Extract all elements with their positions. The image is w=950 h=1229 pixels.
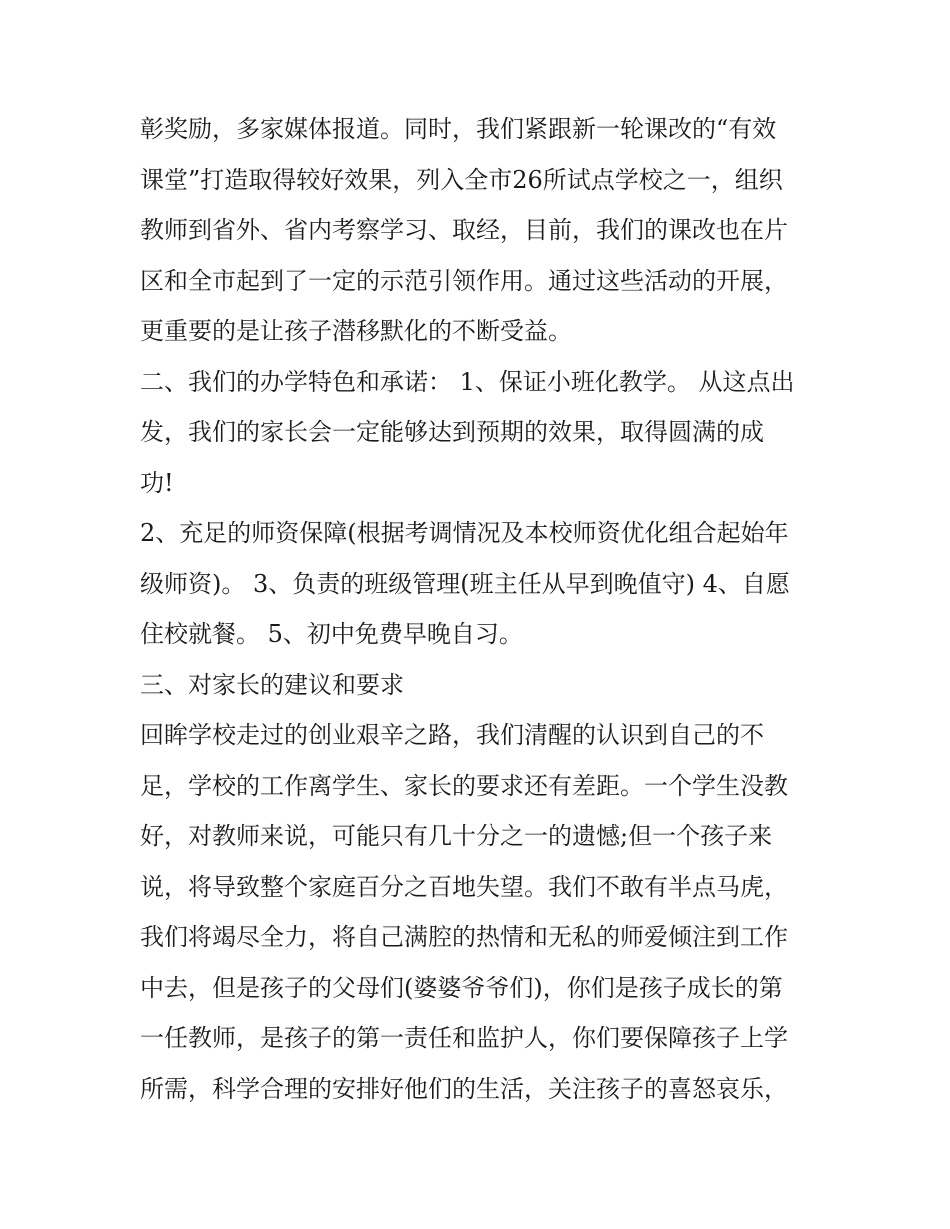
text-line: 2、充足的师资保障(根据考调情况及本校师资优化组合起始年: [140, 519, 789, 547]
text-line: 教师到省外、省内考察学习、取经，目前，我们的课改也在片: [140, 216, 788, 244]
text-line: 住校就餐。 5、初中免费早晚自习。: [140, 620, 523, 648]
text-line: 更重要的是让孩子潜移默化的不断受益。: [140, 317, 572, 345]
section-heading: 三、对家长的建议和要求: [140, 670, 404, 699]
text-line: 所需，科学合理的安排好他们的生活，关注孩子的喜怒哀乐，: [140, 1074, 788, 1103]
text-line: 好，对教师来说，可能只有几十分之一的遗憾;但一个孩子来: [140, 822, 773, 850]
text-line: 回眸学校走过的创业艰辛之路，我们清醒的认识到自己的不: [140, 721, 764, 749]
document-body: [140, 104, 820, 1114]
text-line: 区和全市起到了一定的示范引领作用。通过这些活动的开展，: [140, 266, 788, 295]
section-heading-line: 二、我们的办学特色和承诺： 1、保证小班化教学。 从这点出: [140, 367, 795, 396]
text-line: 彰奖励，多家媒体报道。同时，我们紧跟新一轮课改的“有效: [140, 115, 777, 143]
text-line: 一任教师，是孩子的第一责任和监护人，你们要保障孩子上学: [140, 1024, 788, 1052]
text-line: 说，将导致整个家庭百分之百地失望。我们不敢有半点马虎，: [140, 872, 788, 901]
text-line: 功!: [140, 468, 174, 497]
text-line: 发，我们的家长会一定能够达到预期的效果，取得圆满的成: [140, 418, 764, 446]
text-line: 级师资)。 3、负责的班级管理(班主任从早到晚值守) 4、自愿: [140, 569, 790, 598]
text-line: 中去，但是孩子的父母们(婆婆爷爷们)，你们是孩子成长的第: [140, 973, 783, 1002]
text-line: 我们将竭尽全力，将自己满腔的热情和无私的师爱倾注到工作: [140, 923, 788, 951]
text-line: 足，学校的工作离学生、家长的要求还有差距。一个学生没教: [140, 771, 788, 800]
text-line: 课堂”打造取得较好效果，列入全市26所试点学校之一，组织: [140, 165, 783, 194]
